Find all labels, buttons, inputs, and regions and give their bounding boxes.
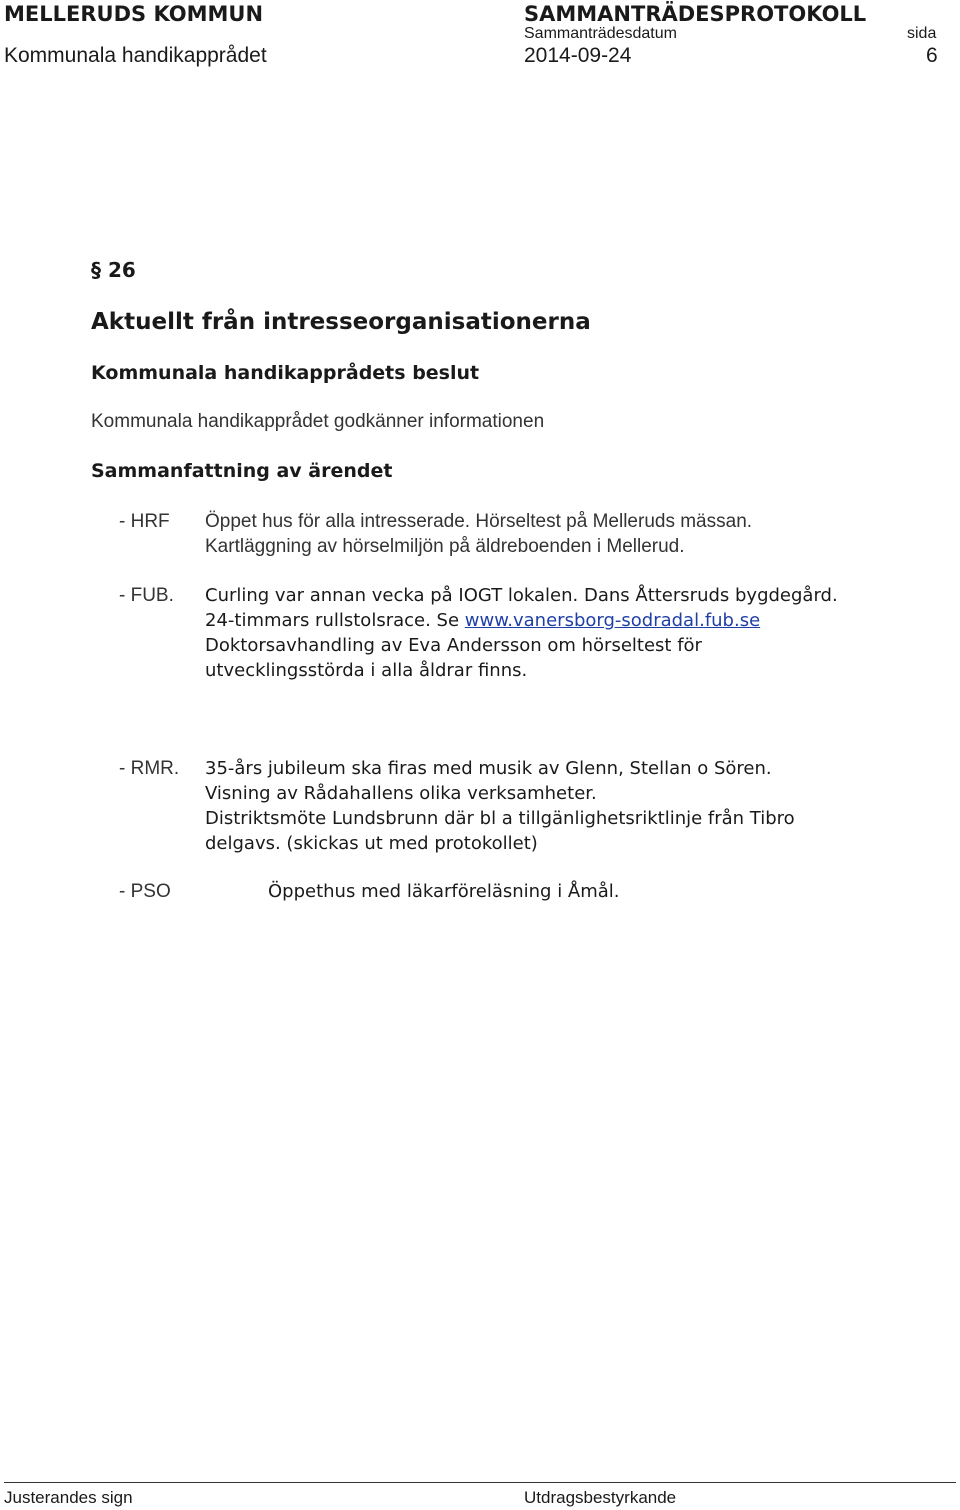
decision-text: Kommunala handikapprådet godkänner informationen <box>91 411 545 432</box>
item-fub-line: utvecklingsstörda i alla åldrar finns. <box>205 660 528 681</box>
item-rmr-line: 35-års jubileum ska firas med musik av Glenn, Stellan o Sören. <box>205 758 772 779</box>
page-number: 6 <box>926 44 938 67</box>
footer-divider <box>4 1482 956 1483</box>
item-label-rmr: - RMR. <box>119 758 180 779</box>
item-rmr-line: Visning av Rådahallens olika verksamheter. <box>205 783 597 804</box>
document-type: SAMMANTRÄDESPROTOKOLL <box>524 2 867 26</box>
committee-name: Kommunala handikapprådet <box>4 44 267 67</box>
item-rmr-line: delgavs. (skickas ut med protokollet) <box>205 833 538 854</box>
item-fub-line: Doktorsavhandling av Eva Andersson om hörseltest för <box>205 635 702 656</box>
item-label-hrf: - HRF <box>119 511 170 532</box>
item-label-fub: - FUB. <box>119 585 174 606</box>
page-label: sida <box>907 25 937 42</box>
org-name: MELLERUDS KOMMUN <box>4 2 264 26</box>
item-hrf-line: Kartläggning av hörselmiljön på äldreboenden i Mellerud. <box>205 536 685 557</box>
footer-justerandes-sign: Justerandes sign <box>4 1488 133 1507</box>
fub-website-link[interactable]: www.vanersborg-sodradal.fub.se <box>464 610 761 631</box>
item-label-pso: - PSO <box>119 881 171 902</box>
item-fub-line: Curling var annan vecka på IOGT lokalen. Dans Åttersruds bygdegård. <box>205 585 838 606</box>
section-number: § 26 <box>91 258 136 282</box>
item-pso-line: Öppethus med läkarföreläsning i Åmål. <box>268 881 620 902</box>
footer-utdragsbestyrkande: Utdragsbestyrkande <box>524 1488 677 1507</box>
section-title: Aktuellt från intresseorganisationerna <box>91 309 591 335</box>
date-label: Sammanträdesdatum <box>524 25 677 42</box>
item-hrf-line: Öppet hus för alla intresserade. Hörseltest på Melleruds mässan. <box>205 511 753 532</box>
decision-heading: Kommunala handikapprådets beslut <box>91 362 480 384</box>
item-fub-line-text: 24-timmars rullstolsrace. Se <box>205 610 465 631</box>
item-fub-line <box>205 610 760 631</box>
summary-heading: Sammanfattning av ärendet <box>91 460 393 482</box>
meeting-date: 2014-09-24 <box>524 44 632 67</box>
item-rmr-line: Distriktsmöte Lundsbrunn där bl a tillgänlighetsriktlinje från Tibro <box>205 808 795 829</box>
